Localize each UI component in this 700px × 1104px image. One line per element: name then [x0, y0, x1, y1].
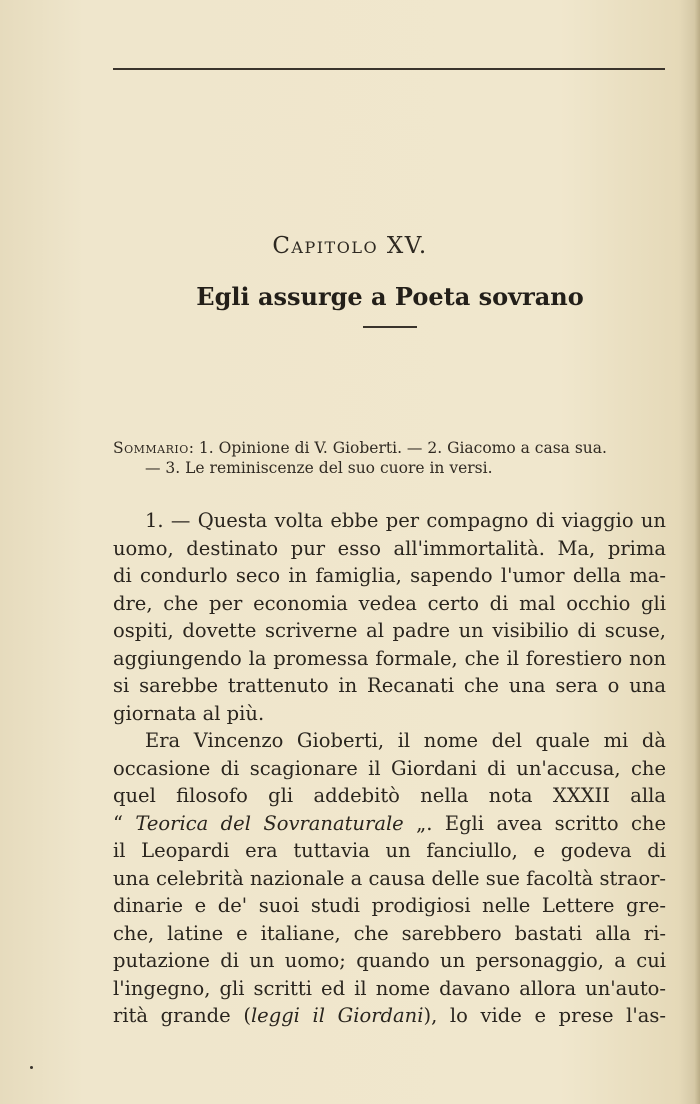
summary-lead: Sommario	[113, 439, 189, 457]
paper-speck	[30, 1066, 33, 1069]
header-rule	[113, 68, 665, 70]
text-line: il Leopardi era tuttavia un fanciullo, e godeva di	[113, 839, 666, 862]
text-line	[113, 1002, 666, 1030]
text-line: dinarie e de' suoi studi prodigiosi nelle Lettere gre-	[113, 894, 666, 917]
chapter-summary	[113, 438, 673, 478]
page-edge-shadow	[694, 0, 700, 1104]
italic-title: Teorica del Sovranaturale	[135, 811, 404, 835]
chapter-number: Capitolo XV.	[272, 233, 428, 259]
open-quote: “	[113, 811, 136, 835]
text-line: l'ingegno, gli scritti ed il nome davano allora un'auto-	[113, 976, 666, 1000]
text-line: Era Vincenzo Gioberti, il nome del quale mi dà	[145, 729, 666, 752]
summary-line-1-text: : 1. Opinione di V. Gioberti. — 2. Giacomo a casa sua.	[188, 439, 607, 457]
text-fragment: „. Egli avea scritto che	[403, 811, 666, 835]
summary-line-1	[113, 438, 673, 458]
text-line: che, latine e italiane, che sarebbero bastati alla ri-	[113, 921, 666, 945]
chapter-title: Egli assurge a Poeta sovrano	[196, 282, 584, 311]
text-line: ospiti, dovette scriverne al padre un visibilio di scuse,	[113, 619, 666, 642]
text-line: uomo, destinato pur esso all'immortalità. Ma, prima	[113, 536, 666, 560]
text-line: una celebrità nazionale a causa delle sue facoltà straor-	[113, 866, 666, 890]
text-line: 1. — Questa volta ebbe per compagno di viaggio un	[145, 509, 666, 532]
text-line	[113, 810, 666, 838]
text-line: aggiungendo la promessa formale, che il forestiero non	[113, 646, 666, 670]
text-line: quel filosofo gli addebitò nella nota XXXII alla	[113, 784, 666, 807]
summary-line-2: — 3. Le reminiscenze del suo cuore in versi.	[145, 459, 493, 477]
text-line: dre, che per economia vedea certo di mal occhio gli	[113, 591, 666, 615]
text-fragment: ), lo vide e prese l'as-	[423, 1004, 666, 1027]
text-line: si sarebbe trattenuto in Recanati che una sera o una	[113, 674, 666, 697]
text-line: di condurlo seco in famiglia, sapendo l'umor della ma-	[113, 564, 666, 587]
text-fragment: rità grande (	[113, 1004, 251, 1027]
text-line: giornata al più.	[113, 701, 265, 725]
text-line: occasione di scagionare il Giordani di un'accusa, che	[113, 756, 666, 780]
title-rule	[363, 326, 417, 328]
text-line: putazione di un uomo; quando un personaggio, a cui	[113, 949, 666, 972]
body-text	[113, 507, 666, 1030]
italic-aside: leggi il Giordani	[250, 1004, 424, 1027]
